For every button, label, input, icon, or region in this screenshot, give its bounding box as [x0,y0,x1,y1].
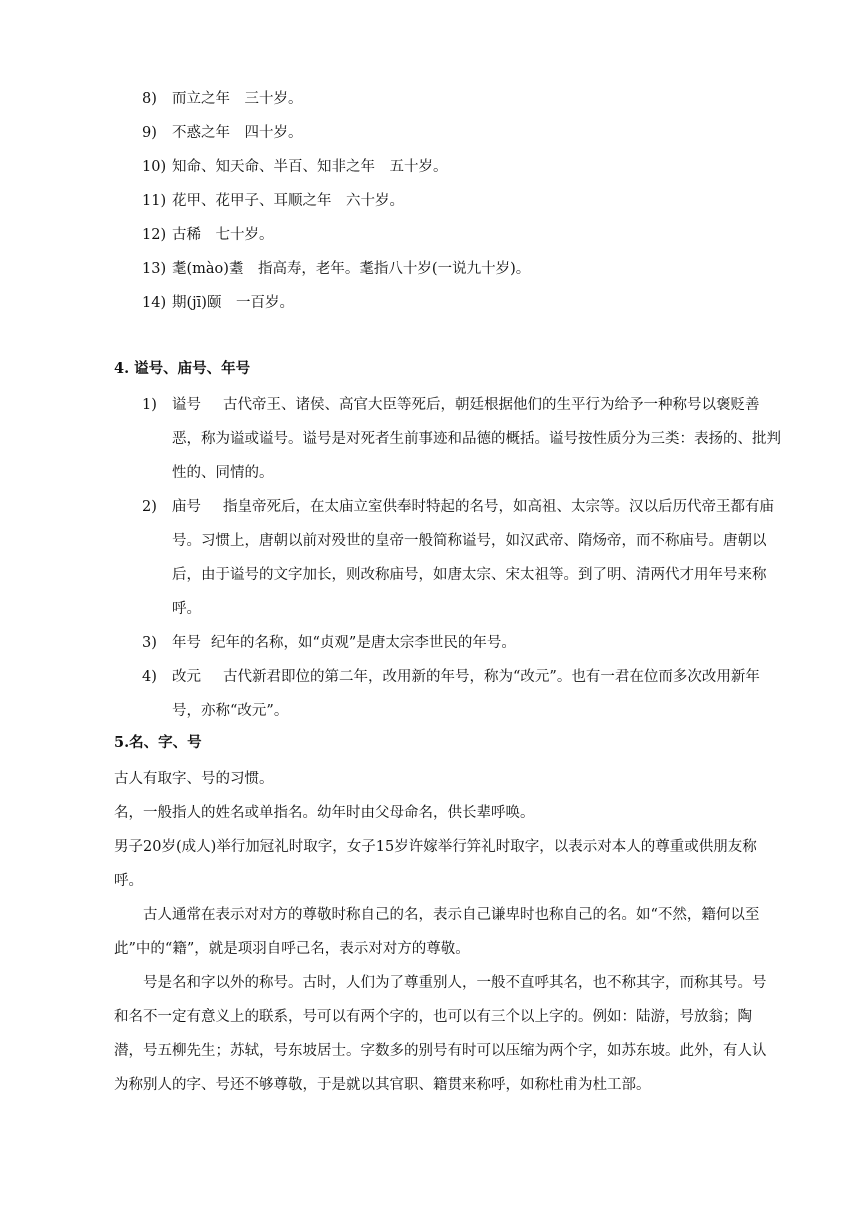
term-label: 庙号 [172,499,201,515]
item-text: 知命、知天命、半百、知非之年 五十岁。 [172,159,448,175]
paragraph: 男子20岁(成人)举行加冠礼时取字，女子15岁许嫁举行笄礼时取字，以表示对本人的尊重或供朋友称呼。 [114,839,757,889]
item-number: 10) [142,159,167,175]
item-text: 古代新君即位的第二年，改用新的年号，称为“改元”。也有一君在位而多次改用新年号，亦称“改元”。 [172,669,760,719]
section-heading: 5.名、字、号 [114,734,202,751]
list-item [142,190,742,212]
item-text: 古代帝王、诸侯、高官大臣等死后，朝廷根据他们的生平行为给予一种称号以褒贬善恶，称为谥或谥号。谥号是对死者生前事迹和品德的概括。谥号按性质分为三类：表扬的、批判性的、同情的。 [172,397,781,481]
paragraph: 名，一般指人的姓名或单指名。幼年时由父母命名，供长辈呼唤。 [114,805,535,821]
item-text: 指皇帝死后，在太庙立室供奉时特起的名号，如高祖、太宗等。汉以后历代帝王都有庙号。习惯上，唐朝以前对殁世的皇帝一般简称谥号，如汉武帝、隋炀帝，而不称庙号。唐朝以后，由于谥号的文字加长，则改称庙号，如唐太宗、宋太祖等。到了明、清两代才用年号来称呼。 [172,499,774,617]
item-text: 花甲、花甲子、耳顺之年 六十岁。 [172,193,404,209]
term-label: 改元 [172,669,201,685]
term-label: 谥号 [172,397,201,413]
item-number: 8) [142,91,157,107]
list-item [142,224,742,246]
list-item [142,292,742,314]
paragraph: 古人有取字、号的习惯。 [114,771,274,787]
item-text: 耄(mào)耋 指高寿，老年。耄指八十岁(一说九十岁)。 [172,261,531,277]
item-number: 4) [142,669,157,685]
item-number: 12) [142,227,167,243]
item-text: 古稀 七十岁。 [172,227,274,243]
paragraph: 古人通常在表示对对方的尊敬时称自己的名，表示自己谦卑时也称自己的名。如“不然，籍何以至此”中的“籍”，就是项羽自呼己名，表示对对方的尊敬。 [114,907,760,957]
item-text: 期(jī)颐 一百岁。 [172,295,294,311]
item-number: 14) [142,295,167,311]
term-label: 年号 [172,635,201,651]
item-number: 2) [142,499,157,515]
item-text: 不惑之年 四十岁。 [172,125,303,141]
item-number: 3) [142,635,157,651]
list-item [142,88,742,110]
list-item [142,156,742,178]
item-number: 1) [142,397,157,413]
item-number: 11) [142,193,167,209]
item-number: 13) [142,261,167,277]
section-heading: 4. 谥号、庙号、年号 [114,360,251,377]
item-number: 9) [142,125,157,141]
item-text: 纪年的名称，如“贞观”是唐太宗李世民的年号。 [211,635,516,651]
paragraph: 号是名和字以外的称号。古时，人们为了尊重别人，一般不直呼其名，也不称其字，而称其号。号和名不一定有意义上的联系，号可以有两个字的，也可以有三个以上字的。例如：陆游，号放翁；陶潜，号五柳先生；苏轼，号东坡居士。字数多的别号有时可以压缩为两个字，如苏东坡。此外，有人认为称别人的字、号还不够尊敬，于是就以其官职、籍贯来称呼，如称杜甫为杜工部。 [114,975,767,1093]
list-item [142,122,742,144]
item-text: 而立之年 三十岁。 [172,91,303,107]
list-item [142,258,742,280]
